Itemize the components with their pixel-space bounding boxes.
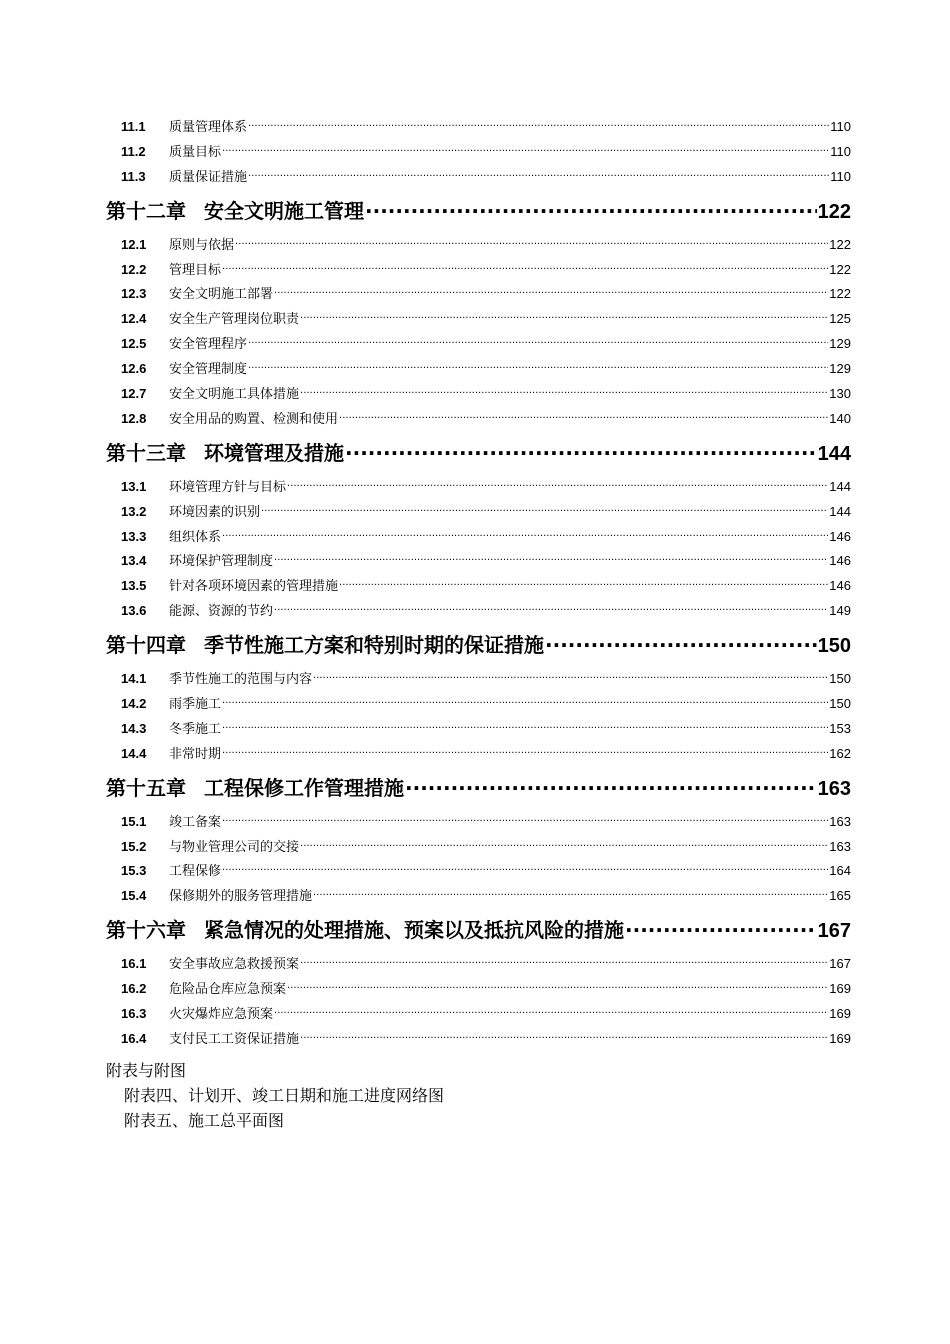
chapter-page: 144 [817, 442, 851, 465]
toc-entry-number: 14.4 [121, 745, 147, 761]
toc-entry-page: 150 [829, 696, 851, 712]
toc-entry-page: 110 [830, 119, 851, 134]
dot-leader [300, 384, 828, 398]
toc-entry-title: 安全文明施工具体措施 [169, 387, 300, 403]
toc-entry-page: 122 [829, 286, 851, 302]
toc-chapter-13[interactable] [106, 436, 851, 470]
toc-entry-number: 11.2 [121, 143, 146, 159]
dot-leader [274, 551, 828, 565]
toc-entry-number: 13.3 [121, 528, 147, 544]
toc-entry-number: 15.2 [121, 838, 147, 854]
toc-chapter-16[interactable] [106, 913, 851, 947]
toc-entry-title: 雨季施工 [169, 697, 222, 713]
toc-entry-16-2[interactable] [106, 977, 851, 1002]
dot-leader [274, 1004, 828, 1018]
chapter-label: 第十五章 [106, 775, 186, 800]
dot-leader [248, 359, 828, 373]
appendix-section [106, 1058, 444, 1133]
dot-leader [248, 117, 829, 131]
toc-entry-page: 167 [829, 956, 851, 972]
toc-entry-number: 16.4 [121, 1030, 147, 1046]
dot-leader [405, 775, 817, 795]
toc-entry-page: 149 [829, 603, 851, 619]
chapter-title: 季节性施工方案和特别时期的保证措施 [204, 633, 544, 658]
dot-leader [287, 979, 828, 993]
toc-entry-number: 14.3 [121, 720, 147, 736]
toc-entry-page: 129 [829, 361, 851, 377]
toc-entry-title: 原则与依据 [169, 237, 235, 253]
toc-entry-13-6[interactable] [106, 599, 851, 624]
dot-leader [222, 260, 828, 274]
appendix-item[interactable]: 附表四、计划开、竣工日期和施工进度网络图 [124, 1086, 445, 1105]
toc-chapter-12[interactable] [106, 194, 851, 228]
chapter-label: 第十四章 [106, 633, 186, 658]
toc-entry-number: 12.5 [121, 336, 147, 352]
toc-entry-page: 130 [829, 386, 851, 402]
dot-leader [287, 477, 828, 491]
toc-entry-12-5[interactable] [106, 332, 851, 357]
dot-leader [222, 861, 828, 875]
toc-entry-11-3[interactable] [106, 165, 851, 190]
chapter-page: 150 [817, 635, 851, 658]
toc-entry-number: 12.2 [121, 261, 147, 277]
toc-entry-page: 162 [829, 745, 851, 761]
toc-entry-page: 146 [829, 553, 851, 569]
toc-entry-13-3[interactable] [106, 525, 851, 550]
toc-entry-page: 122 [829, 236, 851, 252]
toc-entry-title: 安全用品的购置、检测和使用 [169, 411, 339, 427]
toc-entry-number: 12.8 [121, 410, 147, 426]
toc-entry-16-3[interactable] [106, 1002, 851, 1027]
toc-entry-title: 环境因素的识别 [169, 504, 261, 520]
toc-entry-number: 16.2 [121, 981, 147, 997]
dot-leader [261, 502, 828, 516]
toc-entry-number: 12.4 [121, 311, 147, 327]
dot-leader [300, 837, 828, 851]
chapter-page: 122 [817, 200, 851, 223]
chapter-page: 167 [817, 920, 851, 943]
toc-entry-12-7[interactable] [106, 382, 851, 407]
toc-entry-title: 管理目标 [169, 262, 222, 278]
dot-leader [625, 917, 817, 937]
toc-entry-12-2[interactable] [106, 258, 851, 283]
toc-entry-title: 支付民工工资保证措施 [169, 1031, 300, 1047]
toc-entry-13-2[interactable] [106, 500, 851, 525]
toc-entry-number: 13.6 [121, 603, 147, 619]
dot-leader [339, 576, 828, 590]
toc-entry-title: 非常时期 [169, 746, 222, 762]
dot-leader [222, 527, 828, 541]
toc-entry-page: 165 [829, 888, 851, 904]
dot-leader [248, 334, 828, 348]
chapter-label: 第十六章 [106, 918, 186, 943]
dot-leader [545, 632, 817, 652]
dot-leader [222, 812, 828, 826]
appendix-heading: 附表与附图 [106, 1061, 187, 1080]
toc-entry-page: 144 [829, 503, 851, 519]
dot-leader [300, 309, 828, 323]
toc-entry-page: 164 [829, 863, 851, 879]
toc-entry-title: 能源、资源的节约 [169, 604, 274, 620]
toc-entry-12-4[interactable] [106, 307, 851, 332]
dot-leader [274, 284, 828, 298]
chapter-title: 工程保修工作管理措施 [204, 775, 404, 800]
chapter-title: 安全文明施工管理 [204, 198, 364, 223]
toc-entry-title: 安全事故应急救援预案 [169, 957, 300, 973]
toc-entry-number: 13.5 [121, 578, 147, 594]
toc-entry-16-4[interactable] [106, 1027, 851, 1052]
dot-leader [313, 886, 828, 900]
toc-entry-title: 与物业管理公司的交接 [169, 839, 300, 855]
toc-entry-number: 12.7 [121, 386, 147, 402]
toc-entry-14-4[interactable] [106, 742, 851, 767]
dot-leader [313, 669, 828, 683]
dot-leader [222, 694, 828, 708]
toc-entry-15-1[interactable] [106, 810, 851, 835]
toc-entry-title: 组织体系 [169, 529, 222, 545]
toc-entry-title: 安全生产管理岗位职责 [169, 312, 300, 328]
toc-entry-number: 16.3 [121, 1006, 147, 1022]
toc-entry-number: 14.1 [121, 671, 147, 687]
toc-entry-title: 危险品仓库应急预案 [169, 982, 287, 998]
toc-entry-number: 16.1 [121, 956, 147, 972]
toc-entry-number: 11.1 [121, 119, 146, 134]
toc-entry-title: 保修期外的服务管理措施 [169, 889, 313, 905]
toc-entry-12-3[interactable] [106, 282, 851, 307]
toc-entry-page: 129 [829, 336, 851, 352]
toc-entry-title: 质量保证措施 [169, 169, 248, 185]
toc-entry-page: 169 [829, 1030, 851, 1046]
toc-entry-number: 13.2 [121, 503, 147, 519]
toc-entry-title: 竣工备案 [169, 814, 222, 830]
toc-entry-14-3[interactable] [106, 717, 851, 742]
dot-leader [222, 719, 828, 733]
toc-entry-number: 12.6 [121, 361, 147, 377]
chapter-title: 环境管理及措施 [204, 440, 344, 465]
toc-entry-number: 15.1 [121, 813, 147, 829]
toc-entry-page: 140 [829, 410, 851, 426]
toc-entry-11-2[interactable] [106, 140, 851, 165]
toc-entry-title: 安全文明施工部署 [169, 287, 274, 303]
toc-entry-title: 冬季施工 [169, 721, 222, 737]
toc-chapter-14[interactable] [106, 628, 851, 662]
toc-entry-title: 火灾爆炸应急预案 [169, 1007, 274, 1023]
toc-chapter-15[interactable] [106, 771, 851, 805]
toc-entry-page: 110 [830, 168, 851, 184]
dot-leader [345, 440, 817, 460]
toc-entry-number: 12.1 [121, 236, 147, 252]
toc-entry-title: 工程保修 [169, 864, 222, 880]
chapter-page: 163 [817, 777, 851, 800]
dot-leader [365, 198, 817, 218]
toc-entry-11-1[interactable] [106, 115, 851, 140]
toc-entry-number: 13.1 [121, 478, 147, 494]
toc-entry-page: 146 [829, 578, 851, 594]
toc-entry-13-4[interactable] [106, 549, 851, 574]
toc-entry-title: 季节性施工的范围与内容 [169, 672, 313, 688]
dot-leader [339, 409, 828, 423]
chapter-title: 紧急情况的处理措施、预案以及抵抗风险的措施 [204, 918, 624, 943]
toc-entry-page: 169 [829, 981, 851, 997]
toc-entry-page: 125 [829, 311, 851, 327]
toc-entry-number: 12.3 [121, 286, 147, 302]
toc-entry-page: 163 [829, 838, 851, 854]
toc-entry-page: 122 [829, 261, 851, 277]
dot-leader [235, 235, 828, 249]
dot-leader [222, 142, 829, 156]
dot-leader [300, 954, 828, 968]
toc-entry-15-2[interactable] [106, 835, 851, 860]
toc-entry-page: 144 [829, 478, 851, 494]
toc-entry-page: 146 [829, 528, 851, 544]
chapter-label: 第十三章 [106, 440, 186, 465]
toc-entry-title: 安全管理程序 [169, 337, 248, 353]
appendix-item[interactable]: 附表五、施工总平面图 [124, 1111, 285, 1130]
toc-entry-number: 13.4 [121, 553, 147, 569]
dot-leader [300, 1029, 828, 1043]
toc-entry-title: 针对各项环境因素的管理措施 [169, 579, 339, 595]
toc-entry-13-5[interactable] [106, 574, 851, 599]
toc-entry-page: 110 [830, 143, 851, 159]
toc-entry-12-1[interactable] [106, 233, 851, 258]
toc-entry-page: 169 [829, 1006, 851, 1022]
dot-leader [222, 744, 828, 758]
toc-entry-title: 质量目标 [169, 144, 222, 160]
chapter-label: 第十二章 [106, 198, 186, 223]
toc-entry-page: 153 [829, 720, 851, 736]
toc-entry-number: 11.3 [121, 168, 146, 184]
toc-entry-14-1[interactable] [106, 667, 851, 692]
toc-entry-page: 163 [829, 813, 851, 829]
toc-entry-15-3[interactable] [106, 859, 851, 884]
dot-leader [274, 601, 828, 615]
toc-entry-title: 环境保护管理制度 [169, 554, 274, 570]
toc-entry-16-1[interactable] [106, 952, 851, 977]
toc-entry-13-1[interactable] [106, 475, 851, 500]
toc-entry-title: 安全管理制度 [169, 362, 248, 378]
toc-entry-12-6[interactable] [106, 357, 851, 382]
toc-entry-15-4[interactable] [106, 884, 851, 909]
toc-entry-number: 14.2 [121, 696, 147, 712]
toc-entry-number: 15.4 [121, 888, 147, 904]
toc-entry-12-8[interactable] [106, 407, 851, 432]
toc-entry-page: 150 [829, 671, 851, 687]
toc-entry-title: 质量管理体系 [169, 120, 248, 135]
toc-entry-number: 15.3 [121, 863, 147, 879]
toc-entry-title: 环境管理方针与目标 [169, 479, 287, 495]
toc-entry-14-2[interactable] [106, 692, 851, 717]
dot-leader [248, 167, 829, 181]
table-of-contents [106, 115, 851, 1052]
